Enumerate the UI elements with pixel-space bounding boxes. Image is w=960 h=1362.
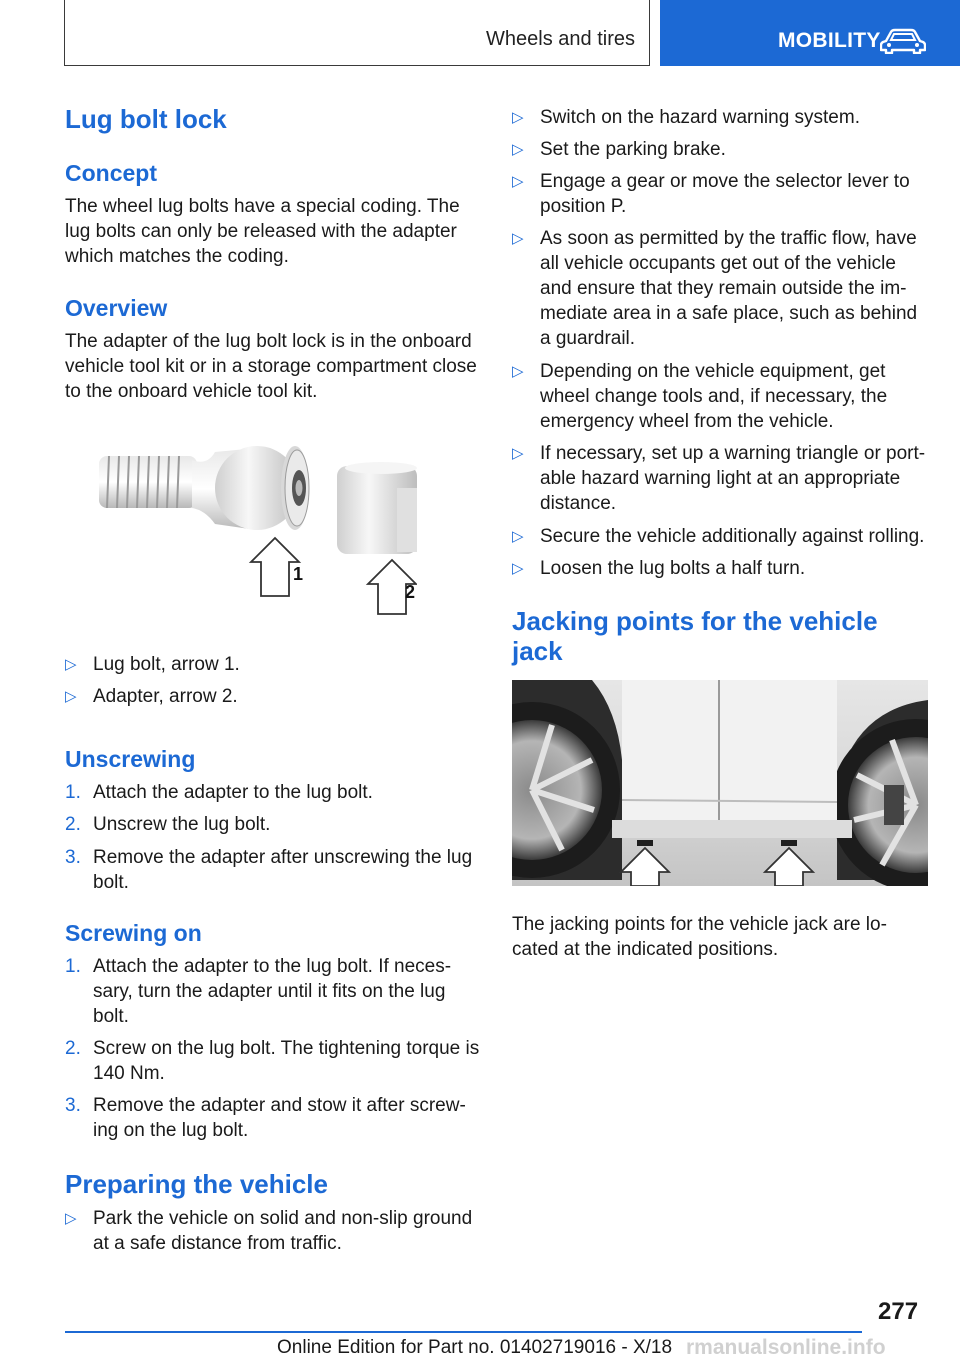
triangle-bullet-icon: ▷ [512, 230, 524, 247]
triangle-bullet-icon: ▷ [65, 1210, 77, 1227]
triangle-bullet-icon: ▷ [512, 173, 524, 190]
unscrewing-step: 2. Unscrew the lug bolt. [65, 814, 271, 835]
legend-item: ▷ Adapter, arrow 2. [65, 686, 238, 707]
section-title-preparing-vehicle: Preparing the vehicle [65, 1169, 328, 1199]
arrow-1-icon [251, 538, 303, 596]
header-chapter-tab[interactable] [660, 0, 960, 66]
screwing-step: 1. Attach the adapter to the lug bolt. If neces‐sary, turn the adapter until it fits on the lug bolt. [65, 956, 452, 1027]
front-wheel-shape [512, 680, 622, 880]
overview-text: The adapter of the lug bolt lock is in the onboard vehicle tool kit or in a storage compartment close to the onboard vehicle tool kit. [65, 331, 477, 402]
footer-edition: Online Edition for Part no. 01402719016 - X/18 [277, 1337, 673, 1358]
triangle-bullet-icon: ▷ [512, 109, 524, 126]
concept-text: The wheel lug bolts have a special coding. The lug bolts can only be released with the adapter which matches the coding. [65, 196, 460, 267]
screwing-step: 3. Remove the adapter and stow it after screw‐ing on the lug bolt. [65, 1095, 466, 1141]
section-title-jacking-points: Jacking points for the vehicle jack [512, 606, 878, 666]
arrow-label-2: 2 [405, 582, 416, 602]
header-section-title: Wheels and tires [486, 28, 635, 50]
lug-bolt-shape [99, 446, 309, 530]
adapter-shape [337, 462, 417, 554]
heading-overview: Overview [65, 295, 168, 321]
heading-screwing-on: Screwing on [65, 920, 202, 946]
page-number: 277 [878, 1298, 919, 1325]
preparing-item: ▷ If necessary, set up a warning triangle or port‐able hazard warning light at an appropriate distance. [512, 443, 926, 514]
triangle-bullet-icon: ▷ [65, 688, 77, 705]
footer-divider [65, 1331, 862, 1333]
arrow-2-icon [368, 560, 416, 614]
preparing-item: ▷ Engage a gear or move the selector lever to position P. [512, 171, 910, 217]
header-section-box [64, 0, 650, 66]
header-chapter-label: MOBILITY [778, 29, 881, 52]
triangle-bullet-icon: ▷ [512, 445, 524, 462]
legend-item: ▷ Lug bolt, arrow 1. [65, 654, 240, 675]
triangle-bullet-icon: ▷ [65, 656, 77, 673]
jacking-text: The jacking points for the vehicle jack are lo‐cated at the indicated positions. [512, 914, 887, 960]
preparing-item: ▷ Park the vehicle on solid and non-slip ground at a safe distance from traffic. [65, 1208, 473, 1254]
preparing-item: ▷ Switch on the hazard warning system. [512, 107, 860, 128]
jacking-points-figure [512, 680, 928, 886]
preparing-item: ▷ Secure the vehicle additionally against rolling. [512, 526, 925, 547]
lug-bolt-figure [97, 438, 417, 618]
triangle-bullet-icon: ▷ [512, 560, 524, 577]
triangle-bullet-icon: ▷ [512, 363, 524, 380]
section-title-lug-bolt-lock: Lug bolt lock [65, 104, 227, 134]
watermark-text: rmanualsonline.info [686, 1336, 886, 1359]
heading-concept: Concept [65, 160, 157, 186]
screwing-step: 2. Screw on the lug bolt. The tightening torque is 140 Nm. [65, 1038, 480, 1084]
preparing-item: ▷ Depending on the vehicle equipment, get wheel change tools and, if necessary, the emergency wheel from the vehicle. [512, 361, 888, 432]
heading-unscrewing: Unscrewing [65, 746, 196, 772]
unscrewing-step: 1. Attach the adapter to the lug bolt. [65, 782, 373, 803]
preparing-item: ▷ Loosen the lug bolts a half turn. [512, 558, 806, 579]
preparing-item: ▷ Set the parking brake. [512, 139, 726, 160]
triangle-bullet-icon: ▷ [512, 141, 524, 158]
preparing-item: ▷ As soon as permitted by the traffic flow, have all vehicle occupants get out of the vehicle and ensure that they remain outside the im‐mediate area in a safe place, such as behind a guardrail. [512, 228, 918, 349]
unscrewing-step: 3. Remove the adapter after unscrewing the lug bolt. [65, 847, 473, 893]
triangle-bullet-icon: ▷ [512, 528, 524, 545]
door-panels [612, 680, 852, 838]
arrow-label-1: 1 [293, 564, 304, 584]
car-icon [880, 28, 926, 54]
